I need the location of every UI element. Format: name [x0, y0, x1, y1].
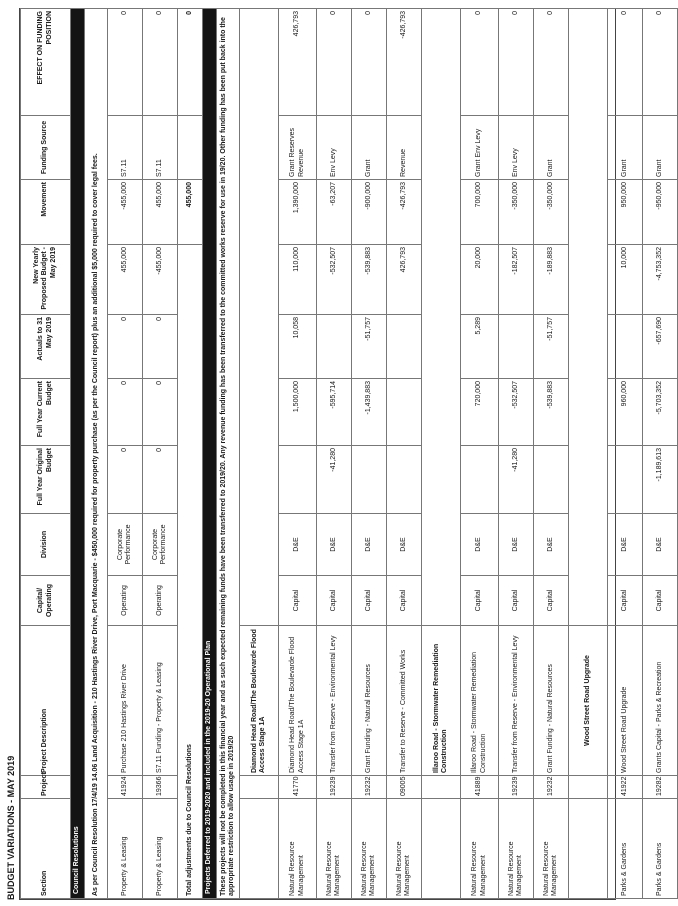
council-resolutions-heading: Council Resolutions	[71, 9, 85, 899]
header-row	[21, 9, 71, 899]
table-row: Parks & Gardens 19282 Grants Capital - Parks & Recreation Capital D&E -1,189,613 -5,703,352 -657,690 -4,753,352 -950,000 Grant 0	[643, 9, 678, 899]
table-row: Parks & Gardens 41922 Wood Street Road Upgrade Capital D&E 960,000 10,000 950,000 Grant 0	[608, 9, 643, 899]
council-total-row: Total adjustments due to Council Resolutions 455,000 0	[178, 9, 203, 899]
table-row: Natural Resource Management 09005 Transfer to Reserve - Committed Works Capital D&E 426,793 -426,793 Revenue -426,793	[387, 9, 422, 899]
group-heading: Wood Street Road Upgrade	[569, 9, 608, 899]
col-funding-source: Funding Source	[21, 116, 71, 180]
table-row: Property & Leasing 41924 Purchase 210 Hastings River Drive Operating Corporate Performance 0 0 0 455,000 -455,000 S7.11 0	[108, 9, 143, 899]
col-original-budget: Full Year Original Budget	[21, 446, 71, 514]
col-current-budget: Full Year Current Budget	[21, 379, 71, 446]
table-row: Natural Resource Management 19239 Transfer from Reserve - Environmental Levy Capital D&E -41,280 -532,507 -182,507 -350,000 Env Levy 0	[499, 9, 534, 899]
col-actuals: Actuals to 31 May 2019	[21, 315, 71, 379]
budget-table-frame	[19, 8, 663, 900]
col-project: Project	[21, 776, 71, 799]
deferred-projects-heading: Projects Deferred to 2019-2020 and included in the 2019-20 Operational Plan	[203, 9, 217, 899]
table-row: Natural Resource Management 41770 Diamond Head Road/The Boulevarde Flood Access Stage 1A Capital D&E 1,500,000 10,058 110,000 1,390,000 Grant Reserves Revenue 426,793	[279, 9, 317, 899]
col-section: Section	[21, 799, 71, 899]
document-title: BUDGET VARIATIONS - MAY 2019	[6, 755, 16, 900]
deferred-projects-note: These projects will not be completed in this financial year and as such expected remaining funds have been transferred to 2019/20. Any revenue funding has been transferred to the committed works reserve for use in 19/20. Other funding has been put back into the appropriate restriction to allow usage in 2019/20	[217, 9, 240, 899]
table-row: Property & Leasing 19366 S7.11 Funding - Property & Leasing Operating Corporate Performance 0 0 0 -455,000 455,000 S7.11 0	[143, 9, 178, 899]
table-row: Natural Resource Management 19239 Transfer from Reserve - Environmental Levy Capital D&E -41,280 -595,714 -532,507 -63,207 Env Levy 0	[317, 9, 352, 899]
col-proposed-budget: New Yearly Proposed Budget - May 2019	[21, 245, 71, 315]
col-description: Project Description	[21, 626, 71, 776]
table-row: Natural Resource Management 19232 Grant Funding - Natural Resources Capital D&E -1,439,883 -51,757 -539,883 -900,000 Grant 0	[352, 9, 387, 899]
col-effect-funding: EFFECT ON FUNDING POSITION	[21, 9, 71, 116]
col-division: Division	[21, 514, 71, 576]
budget-variations-table	[20, 8, 678, 899]
table-row: Natural Resource Management 19232 Grant Funding - Natural Resources Capital D&E -539,883 -51,757 -189,883 -350,000 Grant 0	[534, 9, 569, 899]
col-capital-operating: Capital/ Operating	[21, 576, 71, 626]
table-row: Natural Resource Management 41889 Illaroo Road - Stormwater Remediation Construction Capital D&E 720,000 5,289 20,000 700,000 Grant Env Levy 0	[461, 9, 499, 899]
group-heading: Diamond Head Road/The Boulevarde Flood Access Stage 1A	[240, 9, 279, 899]
group-heading: Illaroo Road - Stormwater Remediation Construction	[422, 9, 461, 899]
col-movement: Movement	[21, 180, 71, 245]
council-resolution-note: As per Council Resolution 17/4/19 14.06 Land Acquisition - 210 Hastings River Drive, Port Macquarie - $450,000 required for property purchase (as per the Council report) plus an additional $5,000 required to cover legal fees.	[85, 9, 108, 899]
